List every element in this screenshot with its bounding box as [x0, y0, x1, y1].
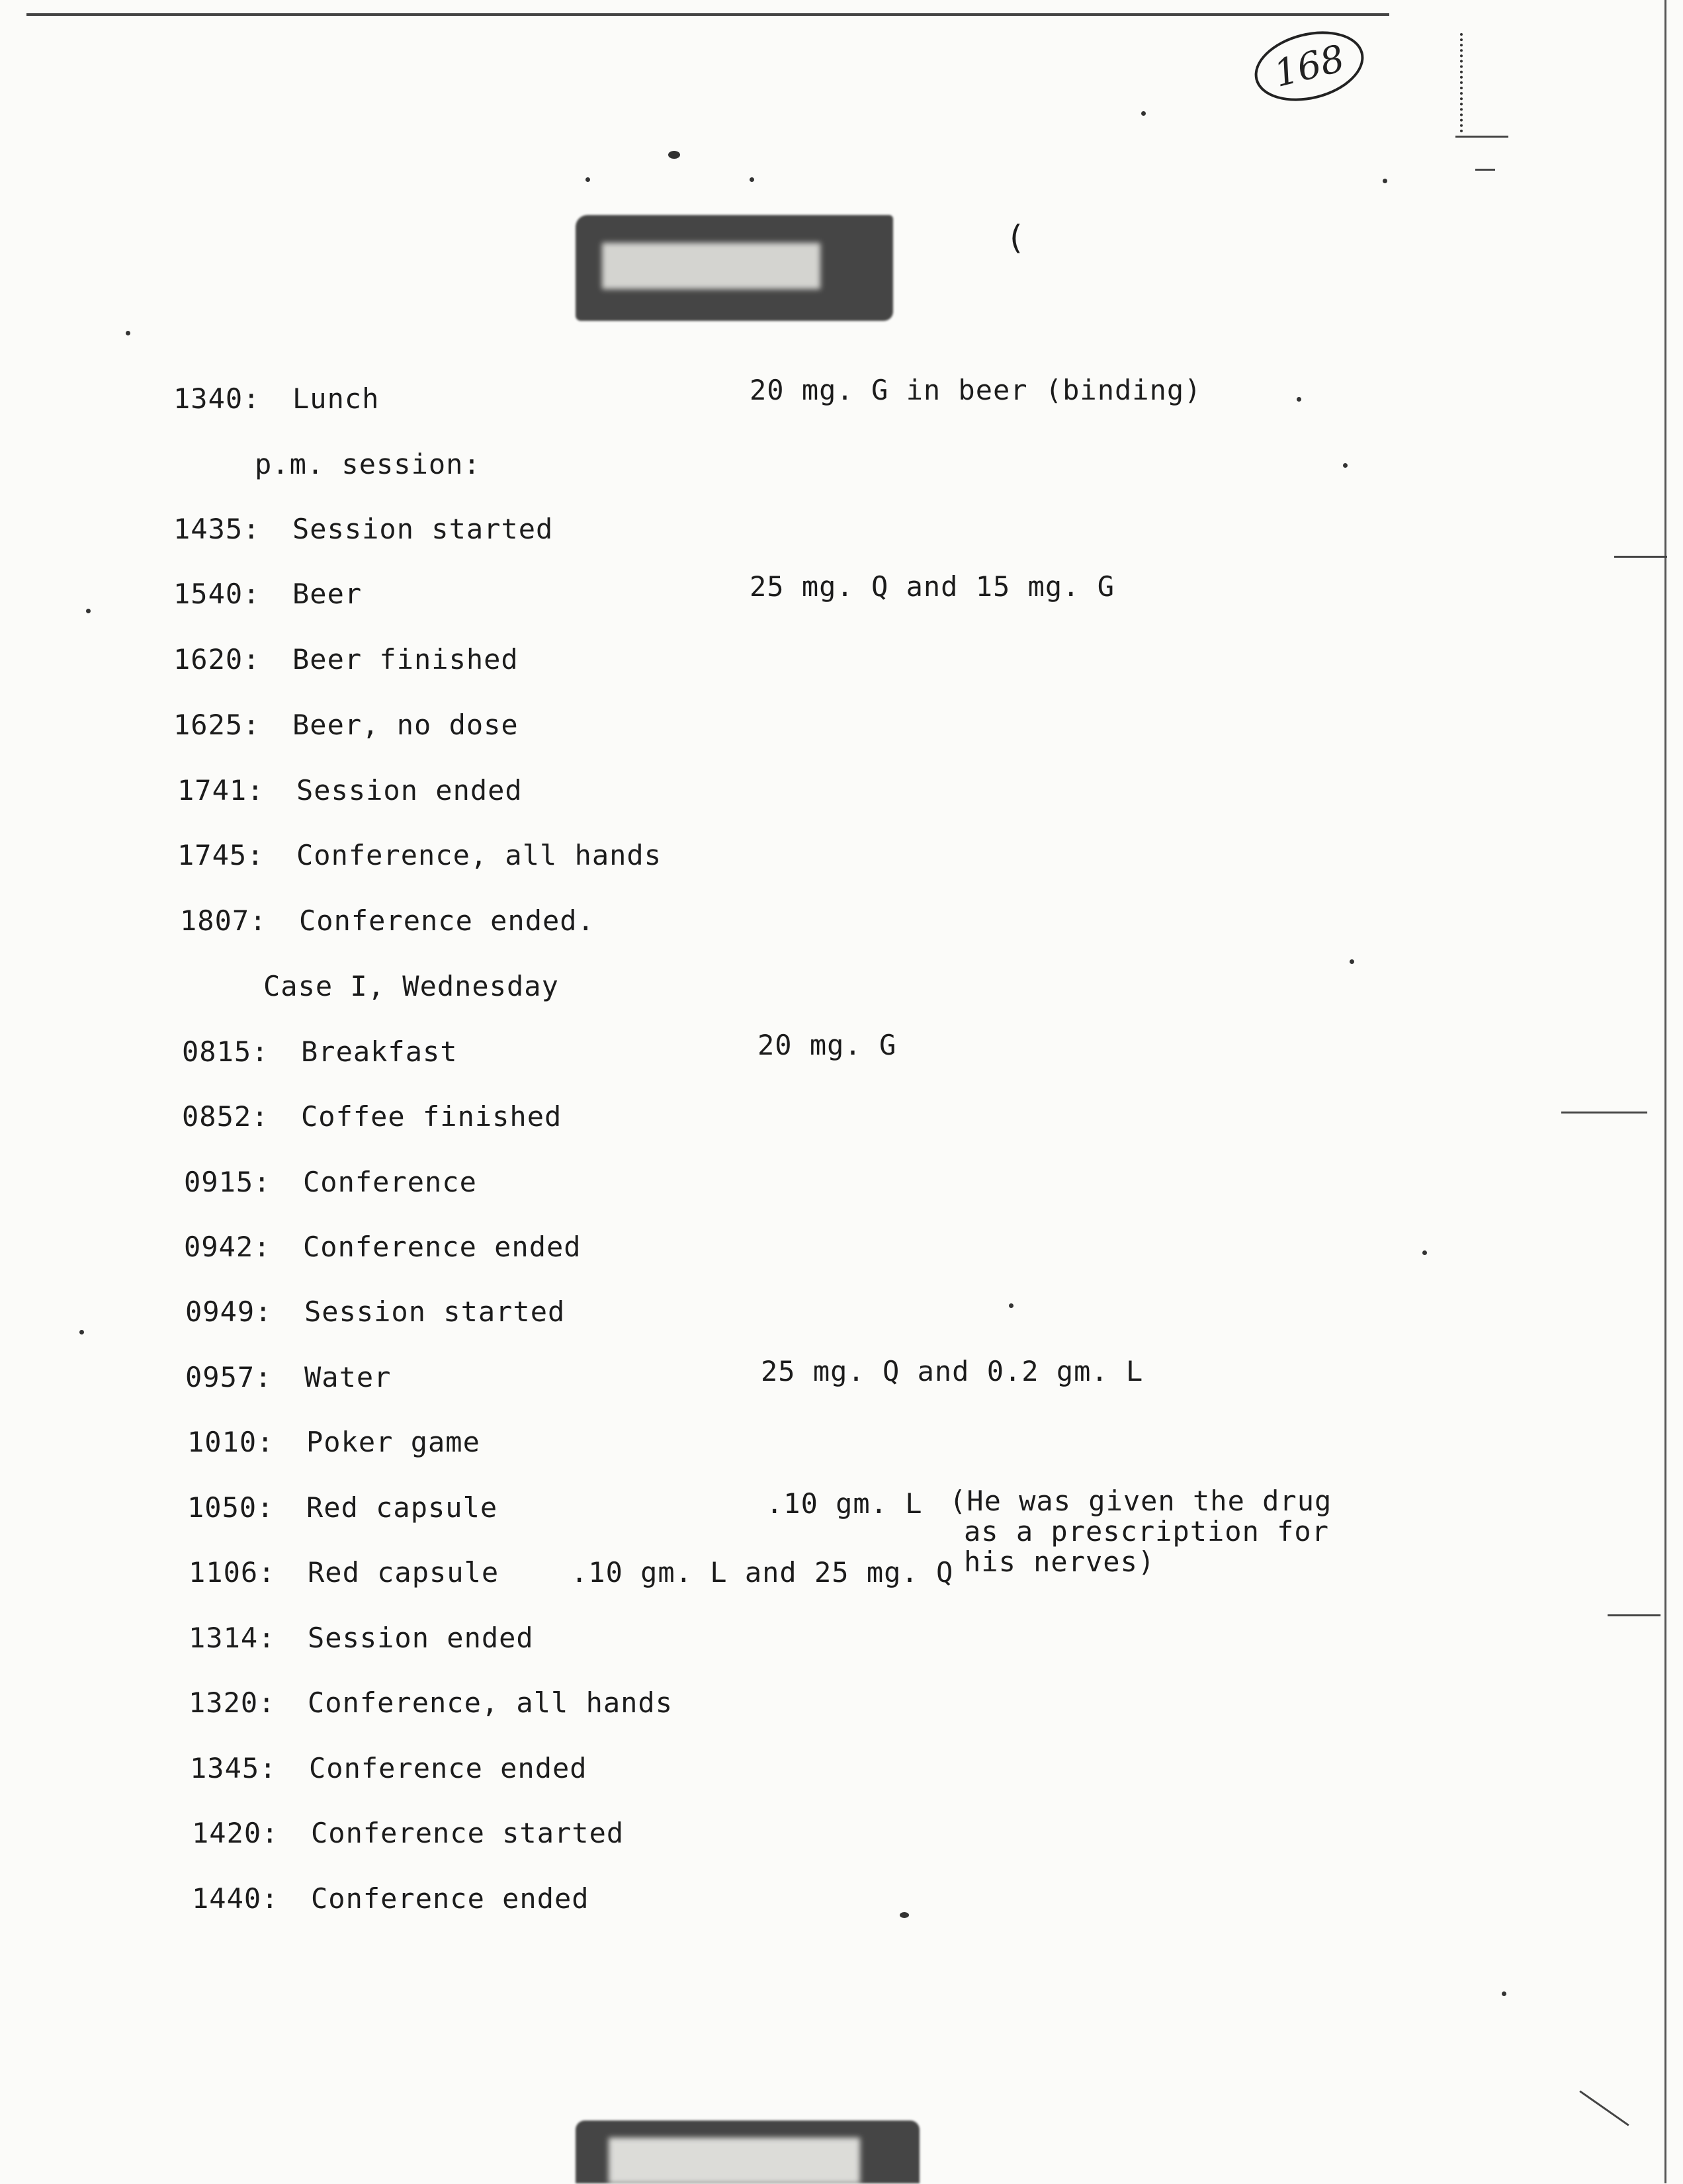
entry-time: 1320:	[189, 1686, 276, 1719]
section-heading-pm-session: p.m. session:	[255, 448, 481, 480]
entry-event: Session ended	[296, 774, 523, 807]
log-entry	[182, 1035, 458, 1068]
margin-mark	[1455, 136, 1508, 138]
log-entry	[173, 382, 379, 415]
scan-speck	[1343, 463, 1348, 468]
stray-mark: (	[1006, 218, 1026, 257]
scan-speck	[668, 151, 680, 159]
log-entry	[184, 1166, 477, 1198]
scan-speck	[750, 177, 754, 182]
entry-event: Session started	[292, 513, 554, 545]
entry-event: Conference ended	[311, 1882, 589, 1915]
entry-event: Beer	[292, 578, 363, 610]
entry-event: Session started	[304, 1295, 566, 1328]
log-entry	[173, 643, 519, 676]
scan-speck	[1350, 959, 1354, 964]
log-entry	[192, 1817, 624, 1849]
entry-time: 1345:	[190, 1752, 277, 1784]
entry-event: Red capsule	[306, 1491, 498, 1524]
scan-speck	[1297, 397, 1301, 402]
entry-event: Water	[304, 1361, 392, 1393]
scan-speck	[585, 177, 590, 182]
dose-annotation: .10 gm. L and 25 mg. Q	[571, 1556, 954, 1589]
log-entry	[185, 1361, 391, 1393]
log-entry	[184, 1231, 582, 1263]
entry-time: 0942:	[184, 1231, 271, 1263]
entry-time: 1745:	[177, 839, 265, 871]
entry-time: 1807:	[180, 904, 267, 937]
entry-time: 1010:	[187, 1426, 275, 1458]
dose-annotation: 25 mg. Q and 15 mg. G	[750, 570, 1115, 603]
log-entry	[190, 1752, 587, 1784]
log-entry	[189, 1556, 499, 1589]
entry-time: 1106:	[189, 1556, 276, 1589]
top-rule	[26, 13, 1389, 16]
prescription-note	[949, 1486, 1332, 1577]
scan-speck	[1009, 1303, 1014, 1308]
entry-time: 1625:	[173, 709, 261, 741]
scan-speck	[86, 609, 91, 613]
note-line: as a prescription for	[964, 1515, 1330, 1548]
log-entry	[182, 1100, 562, 1133]
scan-speck	[1422, 1250, 1427, 1255]
page-number: 168	[1247, 21, 1371, 112]
entry-time: 0852:	[182, 1100, 269, 1133]
entry-time: 1050:	[187, 1491, 275, 1524]
entry-time: 1314:	[189, 1622, 276, 1654]
entry-event: Coffee finished	[301, 1100, 562, 1133]
entry-time: 1340:	[173, 382, 261, 415]
dose-annotation: 25 mg. Q and 0.2 gm. L	[761, 1355, 1144, 1387]
margin-mark	[1475, 169, 1495, 171]
scan-speck	[900, 1912, 909, 1918]
entry-event: Conference ended	[309, 1752, 587, 1784]
entry-time: 0949:	[185, 1295, 273, 1328]
entry-event: Red capsule	[308, 1556, 499, 1589]
margin-mark	[1460, 33, 1463, 132]
log-entry	[187, 1491, 497, 1524]
scan-speck	[1502, 1991, 1506, 1996]
margin-mark	[1561, 1112, 1647, 1114]
log-entry	[189, 1686, 673, 1719]
log-entry	[173, 513, 553, 545]
log-entry	[192, 1882, 589, 1915]
note-line: (He was given the drug	[949, 1485, 1332, 1517]
section-heading-case-wednesday: Case I, Wednesday	[263, 970, 559, 1002]
log-entry	[177, 774, 523, 807]
dose-annotation: 20 mg. G in beer (binding)	[750, 374, 1202, 406]
margin-mark	[1608, 1614, 1661, 1616]
margin-mark	[1614, 556, 1667, 558]
entry-time: 1420:	[192, 1817, 279, 1849]
scan-speck	[1141, 111, 1146, 116]
entry-time: 1440:	[192, 1882, 279, 1915]
entry-time: 1741:	[177, 774, 265, 807]
right-edge-rule	[1664, 0, 1666, 2183]
log-entry	[173, 578, 362, 610]
margin-mark	[1579, 2090, 1629, 2126]
log-entry	[185, 1295, 565, 1328]
entry-time: 1540:	[173, 578, 261, 610]
entry-event: Conference, all hands	[296, 839, 662, 871]
entry-time: 1620:	[173, 643, 261, 676]
entry-time: 0915:	[184, 1166, 271, 1198]
log-entry	[177, 839, 662, 871]
note-line: his nerves)	[964, 1546, 1156, 1578]
entry-event: Conference ended.	[299, 904, 595, 937]
entry-event: Beer finished	[292, 643, 519, 676]
entry-event: Breakfast	[301, 1035, 458, 1068]
entry-event: Beer, no dose	[292, 709, 519, 741]
entry-event: Conference ended	[303, 1231, 582, 1263]
entry-time: 1435:	[173, 513, 261, 545]
entry-time: 0957:	[185, 1361, 273, 1393]
log-entry	[180, 904, 595, 937]
entry-event: Conference started	[311, 1817, 625, 1849]
redaction-top	[576, 215, 893, 321]
log-entry	[189, 1622, 534, 1654]
entry-event: Conference	[303, 1166, 477, 1198]
dose-annotation: .10 gm. L	[766, 1487, 923, 1520]
log-entry	[173, 709, 519, 741]
entry-event: Conference, all hands	[308, 1686, 673, 1719]
scan-speck	[79, 1330, 84, 1334]
log-entry	[187, 1426, 480, 1458]
entry-time: 0815:	[182, 1035, 269, 1068]
dose-annotation: 20 mg. G	[757, 1029, 897, 1061]
redaction-bottom	[576, 2120, 920, 2183]
entry-event: Lunch	[292, 382, 380, 415]
scan-speck	[1383, 179, 1387, 183]
entry-event: Poker game	[306, 1426, 480, 1458]
scan-speck	[126, 331, 130, 335]
entry-event: Session ended	[308, 1622, 534, 1654]
